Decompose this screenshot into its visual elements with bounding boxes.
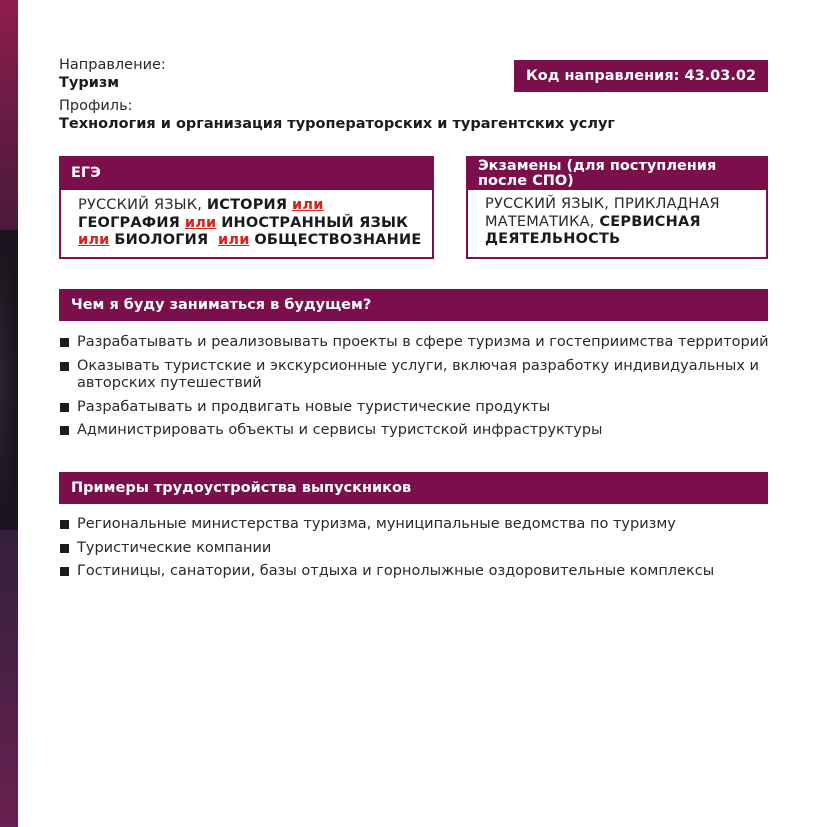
- future-list: [59, 334, 771, 446]
- list-item: Туристические компании: [59, 540, 771, 558]
- list-item: Гостиницы, санатории, базы отдыха и горнолыжные оздоровительные комплексы: [59, 563, 771, 581]
- ege-box: [59, 156, 434, 259]
- spo-subjects-bold: СЕРВИСНАЯ ДЕЯТЕЛЬНОСТЬ: [485, 213, 701, 247]
- employment-list: [59, 516, 771, 587]
- profile-label: Профиль:: [59, 98, 133, 114]
- ege-subject: ГЕОГРАФИЯ: [78, 214, 181, 231]
- employment-section-title: Примеры трудоустройства выпускников: [59, 472, 768, 504]
- ili-connector: или: [78, 232, 110, 248]
- direction-label: Направление:: [59, 57, 166, 73]
- ili-connector: или: [184, 214, 217, 231]
- spo-exams-box: [466, 156, 768, 259]
- spo-title: Экзамены (для поступления после СПО): [468, 158, 766, 190]
- list-item: Региональные министерства туризма, муниципальные ведомства по туризму: [59, 516, 771, 534]
- ege-title: ЕГЭ: [61, 158, 432, 190]
- direction-value: Туризм: [59, 75, 120, 91]
- ege-subject: ОБЩЕСТВОЗНАНИЕ: [254, 232, 422, 248]
- list-item: Разрабатывать и продвигать новые туристические продукты: [59, 399, 771, 417]
- direction-code-badge: Код направления: 43.03.02: [514, 60, 768, 92]
- spo-subjects-plain: РУССКИЙ ЯЗЫК, ПРИКЛАДНАЯ МАТЕМАТИКА,: [485, 196, 720, 230]
- ege-subject: ИСТОРИЯ: [206, 197, 288, 213]
- list-item: Разрабатывать и реализовывать проекты в сфере туризма и гостеприимства территорий: [59, 334, 771, 352]
- ege-subject: РУССКИЙ ЯЗЫК,: [78, 197, 207, 213]
- ege-subjects: [61, 190, 432, 250]
- list-item: Администрировать объекты и сервисы туристской инфраструктуры: [59, 422, 771, 440]
- ege-subject: БИОЛОГИЯ: [114, 232, 209, 248]
- ili-connector: или: [218, 232, 250, 248]
- list-item: Оказывать туристские и экскурсионные услуги, включая разработку индивидуальных и авторских путешествий: [59, 358, 771, 393]
- ege-subject: ИНОСТРАННЫЙ ЯЗЫК: [221, 214, 409, 231]
- spo-subjects: [468, 190, 766, 249]
- ili-connector: или: [292, 197, 324, 213]
- decorative-photo-strip: [0, 0, 18, 827]
- future-section-title: Чем я буду заниматься в будущем?: [59, 289, 768, 321]
- profile-value: Технология и организация туроператорских и турагентских услуг: [59, 116, 616, 132]
